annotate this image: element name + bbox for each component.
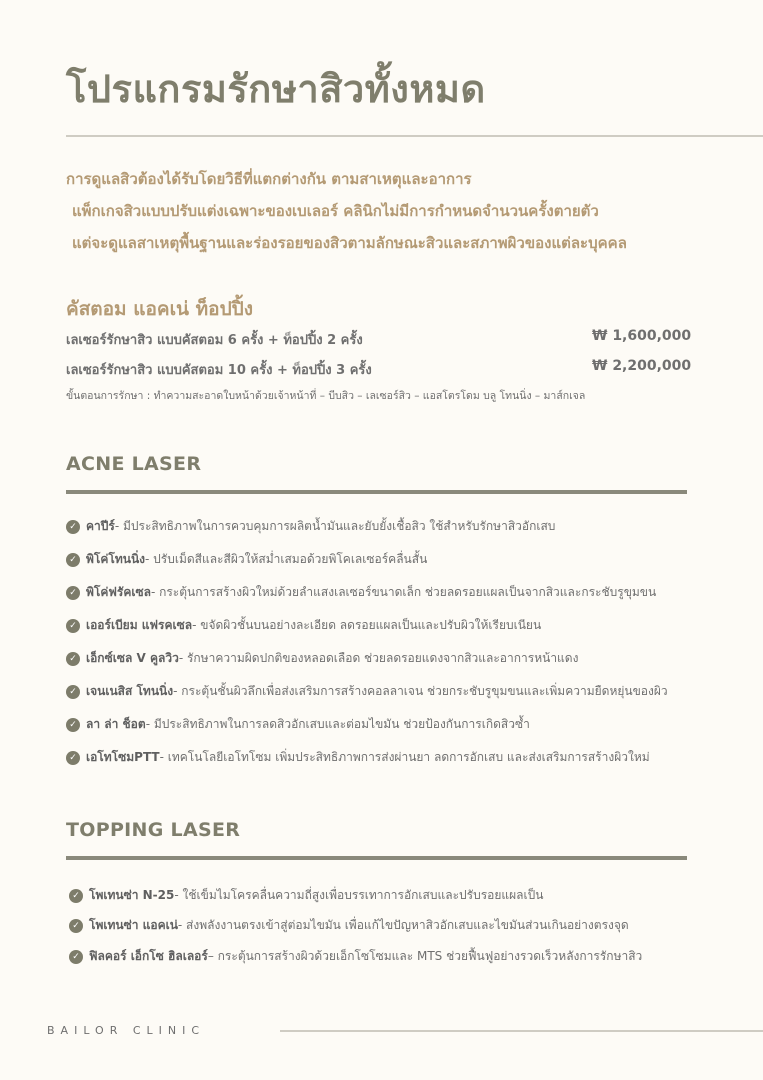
check-circle-icon: ✓ [66,553,80,567]
check-circle-icon: ✓ [66,586,80,600]
item-desc: - ส่งพลังงานตรงเข้าสู่ต่อมไขมัน เพื่อแก้ไขปัญหาสิวอักเสบและไขมันส่วนเกินอย่างตรงจุด [177,918,629,932]
item-name: พิโค่โทนนิ่ง [86,552,146,566]
footer-divider [280,1030,763,1032]
check-circle-icon: ✓ [66,619,80,633]
item-name: พิโค่ฟรัคเซล [86,585,151,599]
item-desc: - ใช้เข็มไมโครคลื่นความถี่สูงเพื่อบรรเทาการอักเสบและปรับรอยแผลเป็น [174,888,544,902]
item-desc: - รักษาความผิดปกติของหลอดเลือด ช่วยลดรอยแดงจากสิวและอาการหน้าแดง [178,651,579,665]
clinic-name: BAILOR CLINIC [47,1024,206,1037]
package-name: เลเซอร์รักษาสิว แบบคัสตอม 6 ครั้ง + ท็อปปิ้ง 2 ครั้ง [66,333,363,348]
check-circle-icon: ✓ [69,950,83,964]
item-name: โพเทนซ่า แอคเน่ [89,918,178,932]
list-item [66,748,650,767]
item-name: เอโทโซมPTT [86,750,160,764]
check-circle-icon: ✓ [66,751,80,765]
topping-laser-divider [66,856,687,860]
list-item [69,916,629,935]
list-item [66,682,668,701]
check-circle-icon: ✓ [66,718,80,732]
item-desc: – กระตุ้นการสร้างผิวด้วยเอ็กโซโซมและ MTS ช่วยฟื้นฟูอย่างรวดเร็วหลังการรักษาสิว [207,949,643,963]
list-item [66,550,427,569]
list-item [66,649,578,668]
item-name: ฟิลคอร์ เอ็กโซ ฮิลเลอร์ [89,949,208,963]
package-name: เลเซอร์รักษาสิว แบบคัสตอม 10 ครั้ง + ท็อปปิ้ง 3 ครั้ง [66,363,372,378]
item-desc: - กระตุ้นชั้นผิวลึกเพื่อส่งเสริมการสร้างคอลลาเจน ช่วยกระชับรูขุมขนและเพิ่มความยืดหยุ่นของผิว [173,684,668,698]
list-item [69,886,543,905]
intro-line-1: การดูแลสิวต้องได้รับโดยวิธีที่แตกต่างกัน ตามสาเหตุและอาการ [66,170,472,188]
item-desc: - เทคโนโลยีเอโทโซม เพิ่มประสิทธิภาพการส่งผ่านยา ลดการอักเสบ และส่งเสริมการสร้างผิวใหม่ [159,750,650,764]
item-name: คาปีร์ [86,519,115,533]
intro-line-2: แพ็กเกจสิวแบบปรับแต่งเฉพาะของเบเลอร์ คลินิกไม่มีการกำหนดจำนวนครั้งตายตัว [72,202,599,220]
list-item [66,616,541,635]
check-circle-icon: ✓ [69,919,83,933]
list-item [69,947,642,966]
check-circle-icon: ✓ [66,520,80,534]
custom-heading: คัสตอม แอคเน่ ท็อปปิ้ง [66,298,253,320]
check-circle-icon: ✓ [66,652,80,666]
acne-laser-divider [66,490,687,494]
list-item [66,517,555,536]
package-price: ₩ 1,600,000 [592,328,692,344]
acne-laser-heading: ACNE LASER [66,453,202,475]
list-item [66,715,530,734]
item-name: เจนเนสิส โทนนิ่ง [86,684,174,698]
item-name: เอ็กซ์เซล V คูลวิว [86,651,179,665]
check-circle-icon: ✓ [69,889,83,903]
item-name: ลา ล่า ช็อต [86,717,146,731]
topping-laser-heading: TOPPING LASER [66,819,241,841]
item-name: โพเทนซ่า N-25 [89,888,175,902]
item-desc: - กระตุ้นการสร้างผิวใหม่ด้วยลำแสงเลเซอร์ขนาดเล็ก ช่วยลดรอยแผลเป็นจากสิวและกระชับรูขุมขน [150,585,657,599]
item-desc: - ปรับเม็ดสีและสีผิวให้สม่ำเสมอด้วยพิโคเลเซอร์คลื่นสั้น [145,552,428,566]
check-circle-icon: ✓ [66,685,80,699]
item-desc: - ขจัดผิวชั้นบนอย่างละเอียด ลดรอยแผลเป็นและปรับผิวให้เรียบเนียน [192,618,542,632]
list-item [66,583,656,602]
item-desc: - มีประสิทธิภาพในการลดสิวอักเสบและต่อมไขมัน ช่วยป้องกันการเกิดสิวซ้ำ [145,717,530,731]
item-desc: - มีประสิทธิภาพในการควบคุมการผลิตน้ำมันและยับยั้งเชื้อสิว ใช้สำหรับรักษาสิวอักเสบ [114,519,556,533]
treatment-steps: ขั้นตอนการรักษา : ทำความสะอาดใบหน้าด้วยเจ้าหน้าที่ – บีบสิว – เลเซอร์สิว – แอสโตรโดม บลู โทนนิ่ง – มาส์กเจล [66,390,586,402]
item-name: เออร์เบียม แฟรคเซล [86,618,193,632]
page-title: โปรแกรมรักษาสิวทั้งหมด [66,67,486,111]
title-divider [66,135,763,137]
package-price: ₩ 2,200,000 [592,358,692,374]
intro-line-3: แต่จะดูแลสาเหตุพื้นฐานและร่องรอยของสิวตามลักษณะสิวและสภาพผิวของแต่ละบุคคล [72,234,627,252]
